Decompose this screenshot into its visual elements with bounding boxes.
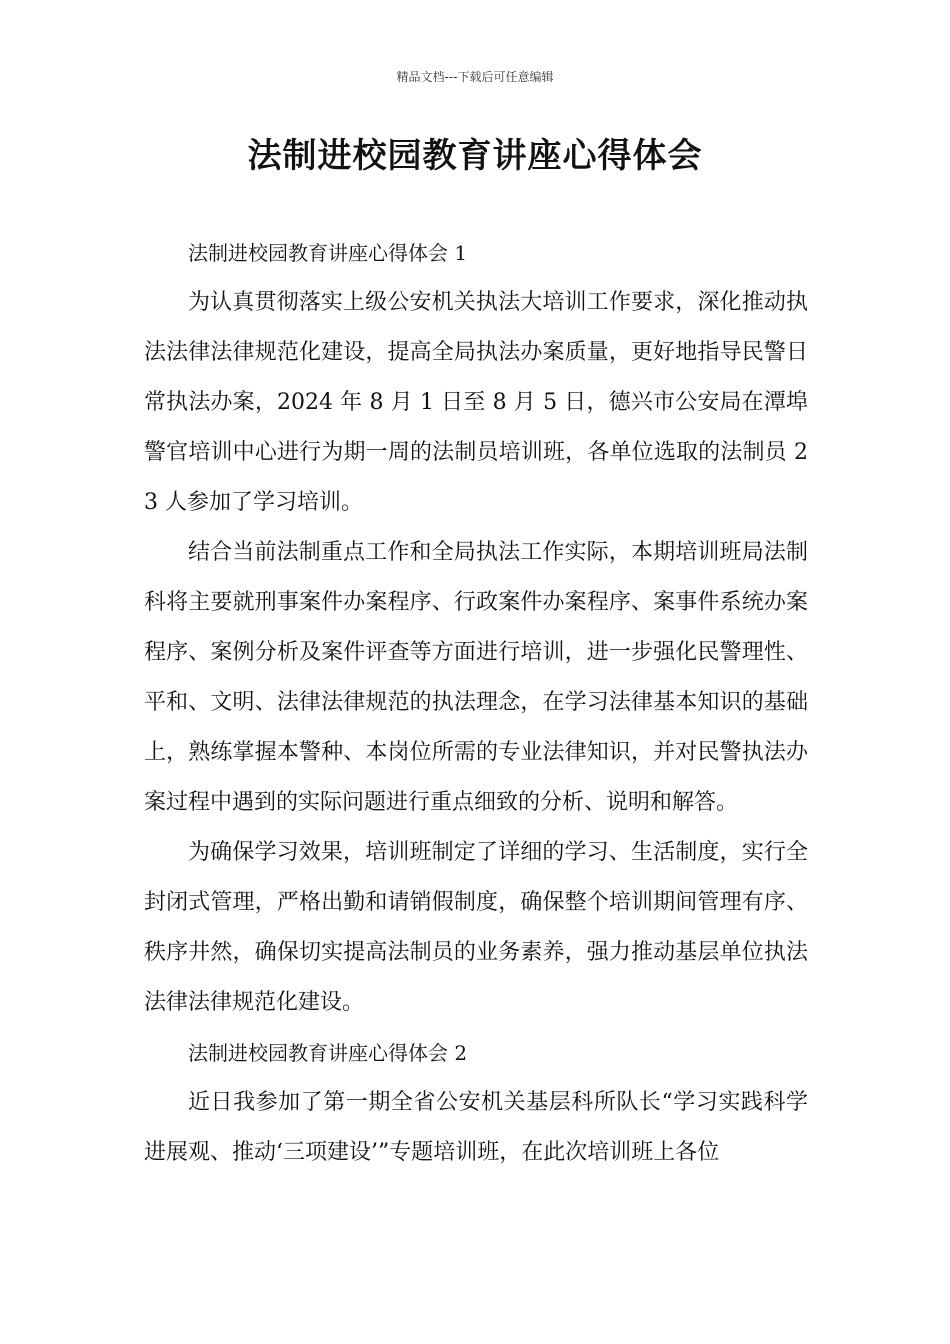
- document-body: [144, 228, 808, 1178]
- section-heading: 法制进校园教育讲座心得体会 2: [188, 1041, 468, 1065]
- paragraph: 为确保学习效果，培训班制定了详细的学习、生活制度，实行全封闭式管理，严格出勤和请销假制度，确保整个培训期间管理有序、秩序井然，确保切实提高法制员的业务素养，强力推动基层单位执法法律法律规范化建设。: [144, 840, 808, 1015]
- document-title: 法制进校园教育讲座心得体会: [247, 136, 703, 176]
- paragraph: 结合当前法制重点工作和全局执法工作实际，本期培训班局法制科将主要就刑事案件办案程序、行政案件办案程序、案事件系统办案程序、案例分析及案件评查等方面进行培训，进一步强化民警理性、平和、文明、法律法律规范的执法理念，在学习法律基本知识的基础上，熟练掌握本警种、本岗位所需的专业法律知识，并对民警执法办案过程中遇到的实际问题进行重点细致的分析、说明和解答。: [144, 540, 808, 815]
- paragraph: 为认真贯彻落实上级公安机关执法大培训工作要求，深化推动执法法律法律规范化建设，提高全局执法办案质量，更好地指导民警日常执法办案，2024 年 8 月 1 日至 8 月 5 日，德兴市公安局在潭埠警官培训中心进行为期一周的法制员培训班，各单位选取的法制员 23 人参加了学习培训。: [144, 290, 808, 515]
- paragraph: 近日我参加了第一期全省公安机关基层科所队长“学习实践科学进展观、推动‘三项建设’”专题培训班，在此次培训班上各位: [144, 1090, 808, 1165]
- section-heading: 法制进校园教育讲座心得体会 1: [188, 241, 468, 265]
- header-note: 精品文档---下载后可任意编辑: [396, 70, 554, 84]
